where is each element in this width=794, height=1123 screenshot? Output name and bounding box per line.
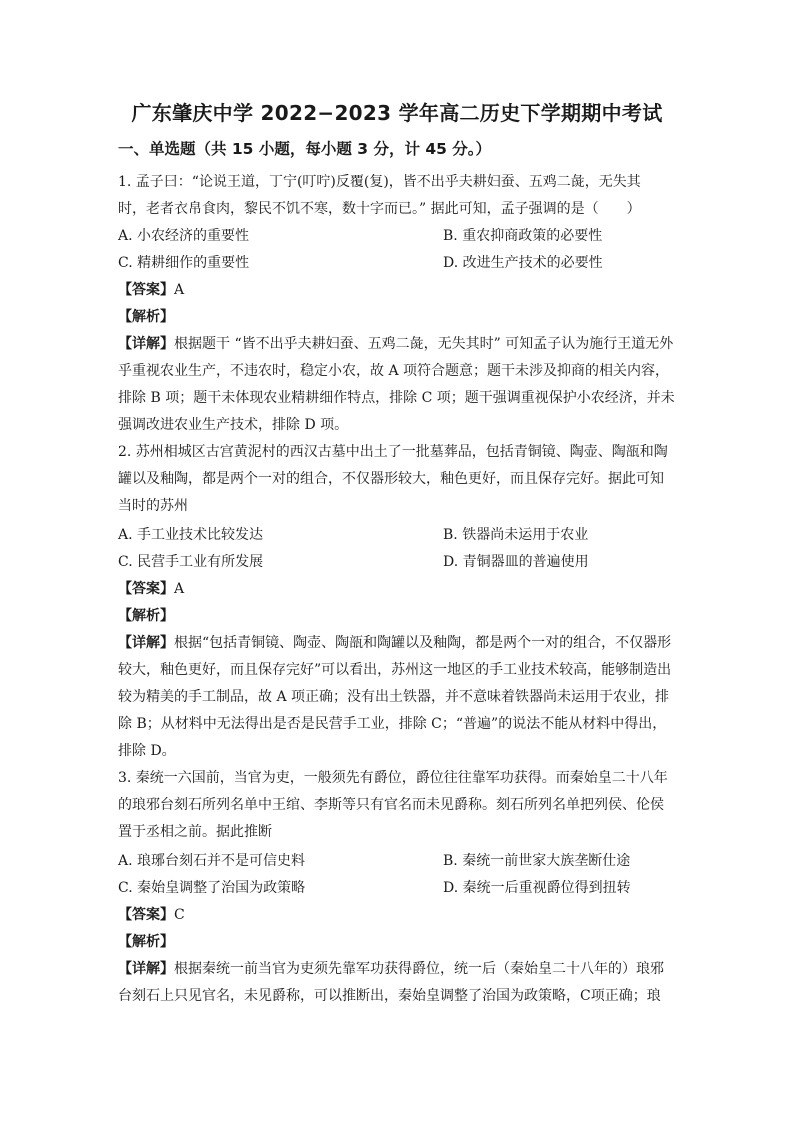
answer-tag: 【答案】 bbox=[118, 282, 174, 298]
q2-stem-line-1: 2. 苏州相城区古宫黄泥村的西汉古墓中出土了一批墓葬品，包括青铜镜、陶壶、陶瓿和陶 bbox=[118, 444, 668, 460]
q3-stem-line-1: 3. 秦统一六国前，当官为吏，一般须先有爵位，爵位往往靠军功获得。而秦始皇二十八年 bbox=[118, 770, 668, 786]
q3-option-b: B. 秦统一前世家大族垄断仕途 bbox=[443, 853, 631, 869]
q1-detail-line-1 bbox=[118, 333, 678, 353]
detail-text: 根据“包括青铜镜、陶壶、陶瓿和陶罐以及釉陶，都是两个一对的组合，不仅器形 bbox=[174, 635, 672, 651]
q3-option-d: D. 秦统一后重视爵位得到扭转 bbox=[443, 880, 631, 896]
q1-detail-line-2: 乎重视农业生产，不违农时，稳定小农，故 A 项符合题意；题干未涉及抑商的相关内容， bbox=[118, 363, 670, 379]
q2-option-b: B. 铁器尚未运用于农业 bbox=[443, 527, 589, 543]
detail-tag: 【详解】 bbox=[118, 635, 174, 651]
q2-detail-line-4: 除 B；从材料中无法得出是否是民营手工业，排除 C；“普遍”的说法不能从材料中得出， bbox=[118, 716, 667, 732]
q1-answer bbox=[118, 279, 184, 299]
detail-text: 根据秦统一前当官为吏须先靠军功获得爵位，统一后（秦始皇二十八年的）琅邪 bbox=[174, 961, 664, 977]
q1-option-a: A. 小农经济的重要性 bbox=[118, 228, 250, 244]
section-heading: 一、单选题（共 15 小题，每小题 3 分，计 45 分。） bbox=[118, 140, 492, 158]
q1-option-c: C. 精耕细作的重要性 bbox=[118, 255, 250, 271]
q1-option-d: D. 改进生产技术的必要性 bbox=[443, 255, 603, 271]
q2-analysis-tag: 【解析】 bbox=[118, 608, 174, 624]
detail-tag: 【详解】 bbox=[118, 961, 174, 977]
q2-stem-line-3: 当时的苏州 bbox=[118, 498, 188, 514]
q3-stem-line-3: 置于丞相之前。据此推断 bbox=[118, 824, 272, 840]
q2-option-d: D. 青铜器皿的普遍使用 bbox=[443, 554, 589, 570]
q1-detail-line-4: 强调改进农业生产技术，排除 D 项。 bbox=[118, 417, 349, 433]
q3-detail-line-2: 台刻石上只见官名，未见爵称，可以推断出，秦始皇调整了治国为政策略，C项正确；琅 bbox=[118, 988, 661, 1004]
q2-option-c: C. 民营手工业有所发展 bbox=[118, 554, 264, 570]
answer-value: C bbox=[174, 907, 185, 923]
answer-tag: 【答案】 bbox=[118, 907, 174, 923]
detail-text: 根据题干 “皆不出乎夫耕妇蚕、五鸡二彘，无失其时” 可知孟子认为施行王道无外 bbox=[174, 336, 674, 352]
q1-stem-line-2: 时，老者衣帛食肉，黎民不饥不寒，数十字而已。” 据此可知，孟子强调的是（ ） bbox=[118, 201, 641, 217]
q2-detail-line-3: 较为精美的手工制品，故 A 项正确；没有出土铁器，并不意味着铁器尚未运用于农业，排 bbox=[118, 689, 670, 705]
q3-analysis-tag: 【解析】 bbox=[118, 934, 174, 950]
answer-tag: 【答案】 bbox=[118, 581, 174, 597]
q1-option-b: B. 重农抑商政策的必要性 bbox=[443, 228, 603, 244]
q2-answer bbox=[118, 578, 184, 598]
q1-stem-line-1: 1. 孟子曰：“论说王道，丁宁(叮咛)反覆(复)，皆不出乎夫耕妇蚕、五鸡二彘，无失其 bbox=[118, 174, 641, 190]
q2-detail-line-1 bbox=[118, 632, 678, 652]
q3-answer bbox=[118, 904, 185, 924]
q2-detail-line-2: 较大，釉色更好，而且保存完好”可以看出，苏州这一地区的手工业技术较高，能够制造出 bbox=[118, 662, 672, 678]
q3-option-a: A. 琅琊台刻石并不是可信史料 bbox=[118, 853, 306, 869]
q3-option-c: C. 秦始皇调整了治国为政策略 bbox=[118, 880, 306, 896]
q2-option-a: A. 手工业技术比较发达 bbox=[118, 527, 264, 543]
q1-analysis-tag: 【解析】 bbox=[118, 309, 174, 325]
detail-tag: 【详解】 bbox=[118, 336, 174, 352]
answer-value: A bbox=[174, 581, 185, 597]
q3-stem-line-2: 的琅邪台刻石所列名单中王绾、李斯等只有官名而未见爵称。刻石所列名单把列侯、伦侯 bbox=[118, 797, 664, 813]
page-title: 广东肇庆中学 2022−2023 学年高二历史下学期期中考试 bbox=[131, 101, 663, 125]
q2-stem-line-2: 罐以及釉陶，都是两个一对的组合，不仅器形较大，釉色更好，而且保存完好。据此可知 bbox=[118, 471, 664, 487]
q3-detail-line-1 bbox=[118, 958, 678, 978]
q1-detail-line-3: 排除 B 项；题干未体现农业精耕细作特点，排除 C 项；题干强调重视保护小农经济，并未 bbox=[118, 390, 675, 406]
q2-detail-line-5: 排除 D。 bbox=[118, 743, 176, 759]
answer-value: A bbox=[174, 282, 185, 298]
